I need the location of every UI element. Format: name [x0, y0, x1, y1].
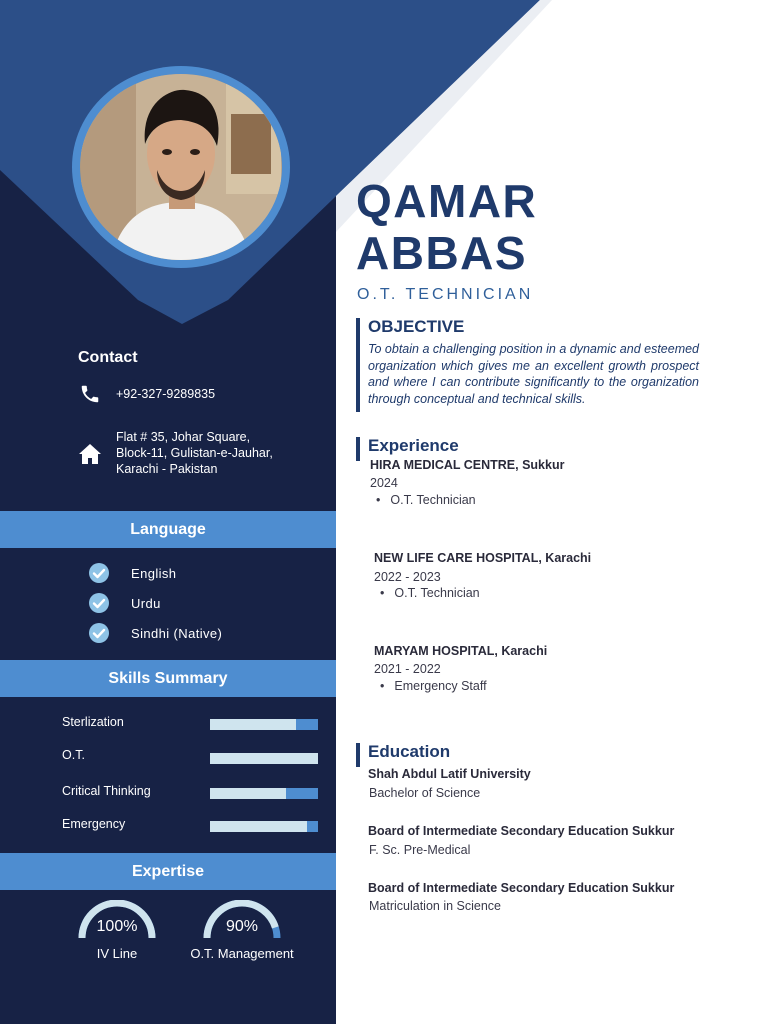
job-years: 2022 - 2023 — [374, 570, 441, 584]
contact-address-row — [76, 429, 273, 477]
language-item — [89, 563, 176, 583]
contact-phone: +92-327-9289835 — [116, 387, 216, 401]
language-label: Sindhi (Native) — [131, 625, 223, 641]
job-role: • O.T. Technician — [380, 586, 480, 600]
check-circle-icon — [89, 593, 109, 613]
contact-phone-row — [76, 383, 215, 405]
skill-bar — [210, 788, 318, 799]
objective-text: To obtain a challenging position in a dynamic and esteemed organization which gives me an excellent growth prospect and where I can contribute significantly to the organization through conceptual and technical skills. — [368, 342, 700, 406]
gauge-value: 100% — [96, 918, 138, 935]
edu-school: Board of Intermediate Secondary Education Sukkur — [368, 824, 675, 838]
job-years: 2021 - 2022 — [374, 662, 441, 676]
job-role: • O.T. Technician — [376, 493, 476, 507]
address-line: Flat # 35, Johar Square, — [116, 430, 251, 444]
contact-heading: Contact — [78, 349, 138, 366]
edu-degree: Bachelor of Science — [369, 786, 481, 800]
check-circle-icon — [89, 623, 109, 643]
address-line: Karachi - Pakistan — [116, 462, 218, 476]
language-item — [89, 623, 222, 643]
contact-address — [116, 429, 273, 477]
last-name: ABBAS — [356, 227, 528, 279]
skill-label: Emergency — [62, 817, 126, 831]
skills-heading: Skills Summary — [0, 660, 336, 697]
section-accent-bar — [356, 318, 360, 412]
job-company: NEW LIFE CARE HOSPITAL, Karachi — [374, 551, 592, 565]
address-line: Block-11, Gulistan-e-Jauhar, — [116, 446, 273, 460]
objective-heading: OBJECTIVE — [368, 317, 465, 336]
home-icon — [76, 443, 104, 465]
skill-bar-fill — [210, 821, 307, 832]
expertise-heading: Expertise — [0, 853, 336, 890]
experience-heading: Experience — [368, 436, 459, 455]
language-label: English — [131, 565, 177, 581]
section-accent-bar — [356, 437, 360, 461]
edu-school: Board of Intermediate Secondary Education Sukkur — [368, 881, 675, 895]
edu-degree: Matriculation in Science — [369, 899, 502, 913]
job-company: MARYAM HOSPITAL, Karachi — [374, 644, 548, 658]
skill-label: Sterlization — [62, 715, 124, 729]
skill-bar — [210, 719, 318, 730]
job-role: • Emergency Staff — [380, 679, 487, 693]
edu-school: Shah Abdul Latif University — [368, 767, 531, 781]
skill-bar-fill — [210, 719, 296, 730]
phone-icon — [76, 383, 104, 405]
language-label: Urdu — [131, 595, 161, 611]
skill-label: O.T. — [62, 748, 85, 762]
gauge-label: O.T. Management — [190, 946, 294, 961]
section-accent-bar — [356, 743, 360, 767]
gauge-value: 90% — [225, 918, 259, 935]
job-company: HIRA MEDICAL CENTRE, Sukkur — [370, 458, 565, 472]
skill-bar-fill — [210, 753, 318, 764]
education-heading: Education — [368, 742, 451, 761]
job-title: O.T. TECHNICIAN — [357, 286, 534, 303]
check-circle-icon — [89, 563, 109, 583]
language-heading: Language — [0, 511, 336, 548]
person-portrait — [80, 74, 282, 260]
skill-bar — [210, 753, 318, 764]
skill-label: Critical Thinking — [62, 784, 151, 798]
skill-bar — [210, 821, 318, 832]
job-years: 2024 — [370, 476, 398, 490]
skill-bar-fill — [210, 788, 286, 799]
profile-photo-frame — [72, 66, 290, 268]
first-name: QAMAR — [356, 175, 538, 227]
language-item — [89, 593, 161, 613]
gauge-label: IV Line — [96, 946, 138, 961]
profile-photo — [80, 74, 282, 260]
edu-degree: F. Sc. Pre-Medical — [369, 843, 471, 857]
